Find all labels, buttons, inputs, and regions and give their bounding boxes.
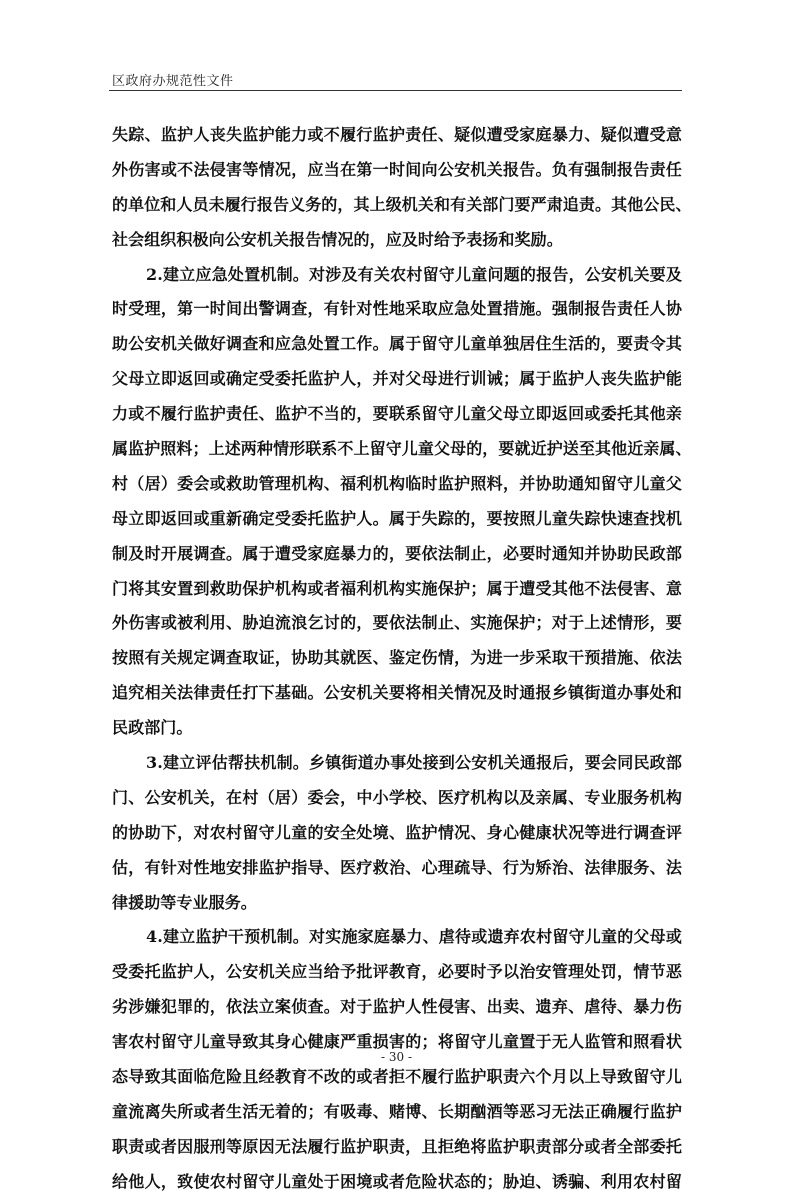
page-number: - 30 -	[380, 1050, 412, 1064]
text-line: 外伤害或不法侵害等情况，应当在第一时间向公安机关报告。负有强制报告责任	[112, 159, 682, 179]
text-line: 态导致其面临危险且经教育不改的或者拒不履行监护职责六个月以上导致留守儿	[112, 1067, 682, 1087]
document-header: 区政府办规范性文件	[112, 74, 234, 89]
text-line: 害农村留守儿童导致其身心健康严重损害的；将留守儿童置于无人监管和照看状	[112, 1032, 682, 1052]
text-line: 属监护照料；上述两种情形联系不上留守儿童父母的，要就近护送至其他近亲属、	[112, 439, 692, 459]
text-line: 民政部门。	[112, 718, 193, 738]
text-line: 门将其安置到救助保护机构或者福利机构实施保护；属于遭受其他不法侵害、意	[112, 578, 682, 598]
text-line: 按照有关规定调查取证，协助其就医、鉴定伤情，为进一步采取干预措施、依法	[112, 648, 682, 668]
header-divider	[109, 90, 682, 91]
text-line: 的协助下，对农村留守儿童的安全处境、监护情况、身心健康状况等进行调查评	[112, 822, 682, 842]
text-line: 受委托监护人，公安机关应当给予批评教育，必要时予以治安管理处罚，情节恶	[112, 962, 682, 982]
text-line: 母立即返回或重新确定受委托监护人。属于失踪的，要按照儿童失踪快速查找机	[112, 508, 682, 528]
text-line: 追究相关法律责任打下基础。公安机关要将相关情况及时通报乡镇街道办事处和	[112, 683, 682, 703]
document-body	[112, 118, 692, 1200]
text-line: 村（居）委会或救助管理机构、福利机构临时监护照料，并协助通知留守儿童父	[112, 473, 682, 493]
section-4-heading-line: 4.建立监护干预机制。对实施家庭暴力、虐待或遗弃农村留守儿童的父母或	[146, 927, 682, 947]
text-line: 职责或者因服刑等原因无法履行监护职责，且拒绝将监护职责部分或者全部委托	[112, 1136, 682, 1156]
text-line: 童流离失所或者生活无着的；有吸毒、赌博、长期酗酒等恶习无法正确履行监护	[112, 1101, 682, 1121]
text-line: 制及时开展调查。属于遭受家庭暴力的，要依法制止，必要时通知并协助民政部	[112, 543, 682, 563]
text-line: 助公安机关做好调查和应急处置工作。属于留守儿童单独居住生活的，要责令其	[112, 334, 682, 354]
text-line: 社会组织积极向公安机关报告情况的，应及时给予表扬和奖励。	[112, 229, 563, 249]
text-line: 失踪、监护人丧失监护能力或不履行监护责任、疑似遭受家庭暴力、疑似遭受意	[112, 125, 682, 144]
text-line: 力或不履行监护责任、监护不当的，要联系留守儿童父母立即返回或委托其他亲	[112, 404, 682, 424]
text-line: 律援助等专业服务。	[112, 892, 257, 912]
section-2-heading-line: 2.建立应急处置机制。对涉及有关农村留守儿童问题的报告，公安机关要及	[146, 264, 682, 284]
text-line: 门、公安机关，在村（居）委会，中小学校、医疗机构以及亲属、专业服务机构	[112, 787, 682, 807]
text-line: 给他人，致使农村留守儿童处于困境或者危险状态的；胁迫、诱骗、利用农村留	[112, 1171, 682, 1191]
text-line: 外伤害或被利用、胁迫流浪乞讨的，要依法制止、实施保护；对于上述情形，要	[112, 613, 682, 633]
text-line: 时受理，第一时间出警调查，有针对性地采取应急处置措施。强制报告责任人协	[112, 299, 682, 319]
text-line: 父母立即返回或确定受委托监护人，并对父母进行训诫；属于监护人丧失监护能	[112, 369, 682, 389]
text-line: 的单位和人员未履行报告义务的，其上级机关和有关部门要严肃追责。其他公民、	[112, 194, 692, 214]
text-line: 劣涉嫌犯罪的，依法立案侦查。对于监护人性侵害、出卖、遗弃、虐待、暴力伤	[112, 997, 682, 1017]
text-line: 估，有针对性地安排监护指导、医疗救治、心理疏导、行为矫治、法律服务、法	[112, 857, 682, 877]
section-3-heading-line: 3.建立评估帮扶机制。乡镇街道办事处接到公安机关通报后，要会同民政部	[146, 753, 682, 773]
